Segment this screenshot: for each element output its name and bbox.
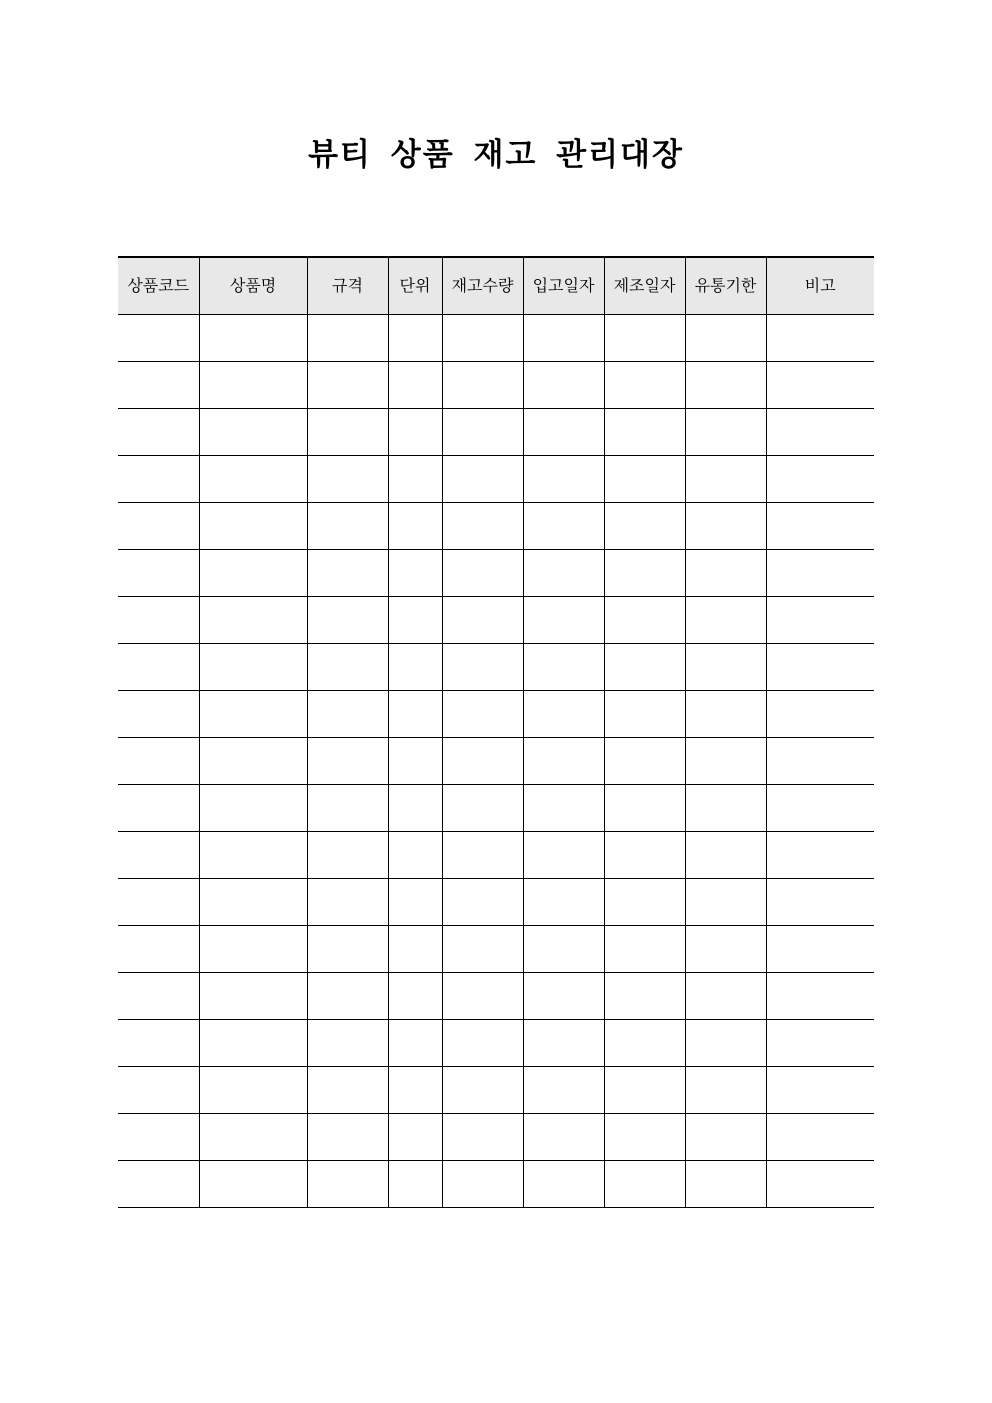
cell-received-date[interactable] bbox=[523, 1067, 604, 1114]
cell-unit[interactable] bbox=[388, 926, 442, 973]
cell-product-name[interactable] bbox=[199, 1161, 307, 1208]
cell-stock-qty[interactable] bbox=[442, 644, 523, 691]
cell-spec[interactable] bbox=[307, 832, 388, 879]
cell-product-code[interactable] bbox=[118, 550, 199, 597]
cell-stock-qty[interactable] bbox=[442, 409, 523, 456]
cell-stock-qty[interactable] bbox=[442, 597, 523, 644]
cell-expiry-date[interactable] bbox=[685, 550, 766, 597]
table-row bbox=[118, 785, 874, 832]
cell-stock-qty[interactable] bbox=[442, 785, 523, 832]
cell-remarks[interactable] bbox=[766, 503, 874, 550]
cell-product-name[interactable] bbox=[199, 550, 307, 597]
cell-expiry-date[interactable] bbox=[685, 315, 766, 362]
table-row bbox=[118, 1161, 874, 1208]
header-stock-qty: 재고수량 bbox=[442, 257, 523, 315]
cell-expiry-date[interactable] bbox=[685, 1067, 766, 1114]
cell-remarks[interactable] bbox=[766, 550, 874, 597]
cell-received-date[interactable] bbox=[523, 926, 604, 973]
cell-spec[interactable] bbox=[307, 644, 388, 691]
cell-manufacture-date[interactable] bbox=[604, 1020, 685, 1067]
cell-product-name[interactable] bbox=[199, 1067, 307, 1114]
cell-product-name[interactable] bbox=[199, 409, 307, 456]
cell-stock-qty[interactable] bbox=[442, 1114, 523, 1161]
cell-manufacture-date[interactable] bbox=[604, 1067, 685, 1114]
header-product-name: 상품명 bbox=[199, 257, 307, 315]
cell-received-date[interactable] bbox=[523, 550, 604, 597]
cell-manufacture-date[interactable] bbox=[604, 315, 685, 362]
cell-stock-qty[interactable] bbox=[442, 315, 523, 362]
cell-unit[interactable] bbox=[388, 644, 442, 691]
cell-manufacture-date[interactable] bbox=[604, 1114, 685, 1161]
cell-expiry-date[interactable] bbox=[685, 785, 766, 832]
cell-product-code[interactable] bbox=[118, 879, 199, 926]
table-row bbox=[118, 1114, 874, 1161]
cell-stock-qty[interactable] bbox=[442, 503, 523, 550]
table-row bbox=[118, 832, 874, 879]
cell-manufacture-date[interactable] bbox=[604, 409, 685, 456]
cell-spec[interactable] bbox=[307, 973, 388, 1020]
cell-manufacture-date[interactable] bbox=[604, 785, 685, 832]
cell-product-name[interactable] bbox=[199, 503, 307, 550]
cell-spec[interactable] bbox=[307, 879, 388, 926]
cell-unit[interactable] bbox=[388, 973, 442, 1020]
cell-remarks[interactable] bbox=[766, 315, 874, 362]
cell-spec[interactable] bbox=[307, 315, 388, 362]
header-unit: 단위 bbox=[388, 257, 442, 315]
cell-spec[interactable] bbox=[307, 597, 388, 644]
cell-product-name[interactable] bbox=[199, 738, 307, 785]
header-manufacture-date: 제조일자 bbox=[604, 257, 685, 315]
cell-product-code[interactable] bbox=[118, 315, 199, 362]
cell-spec[interactable] bbox=[307, 456, 388, 503]
header-product-code: 상품코드 bbox=[118, 257, 199, 315]
cell-manufacture-date[interactable] bbox=[604, 879, 685, 926]
cell-remarks[interactable] bbox=[766, 362, 874, 409]
cell-received-date[interactable] bbox=[523, 1020, 604, 1067]
table-row bbox=[118, 926, 874, 973]
cell-product-name[interactable] bbox=[199, 785, 307, 832]
cell-product-name[interactable] bbox=[199, 691, 307, 738]
cell-spec[interactable] bbox=[307, 738, 388, 785]
cell-expiry-date[interactable] bbox=[685, 1020, 766, 1067]
cell-stock-qty[interactable] bbox=[442, 456, 523, 503]
cell-spec[interactable] bbox=[307, 1020, 388, 1067]
cell-remarks[interactable] bbox=[766, 691, 874, 738]
cell-expiry-date[interactable] bbox=[685, 691, 766, 738]
cell-spec[interactable] bbox=[307, 362, 388, 409]
cell-remarks[interactable] bbox=[766, 738, 874, 785]
cell-received-date[interactable] bbox=[523, 315, 604, 362]
cell-spec[interactable] bbox=[307, 503, 388, 550]
cell-manufacture-date[interactable] bbox=[604, 926, 685, 973]
inventory-ledger-table bbox=[118, 256, 874, 1208]
cell-expiry-date[interactable] bbox=[685, 832, 766, 879]
table-header bbox=[118, 257, 874, 315]
page-title: 뷰티 상품 재고 관리대장 bbox=[308, 137, 684, 173]
header-remarks: 비고 bbox=[766, 257, 874, 315]
cell-remarks[interactable] bbox=[766, 1161, 874, 1208]
cell-expiry-date[interactable] bbox=[685, 973, 766, 1020]
table-row bbox=[118, 738, 874, 785]
cell-manufacture-date[interactable] bbox=[604, 644, 685, 691]
cell-remarks[interactable] bbox=[766, 926, 874, 973]
table-row bbox=[118, 691, 874, 738]
cell-product-name[interactable] bbox=[199, 362, 307, 409]
cell-manufacture-date[interactable] bbox=[604, 456, 685, 503]
cell-product-name[interactable] bbox=[199, 879, 307, 926]
cell-product-code[interactable] bbox=[118, 1067, 199, 1114]
cell-product-name[interactable] bbox=[199, 315, 307, 362]
cell-received-date[interactable] bbox=[523, 409, 604, 456]
cell-unit[interactable] bbox=[388, 456, 442, 503]
cell-received-date[interactable] bbox=[523, 785, 604, 832]
table-row bbox=[118, 456, 874, 503]
header-received-date: 입고일자 bbox=[523, 257, 604, 315]
cell-manufacture-date[interactable] bbox=[604, 738, 685, 785]
cell-expiry-date[interactable] bbox=[685, 597, 766, 644]
header-row bbox=[118, 257, 874, 315]
cell-received-date[interactable] bbox=[523, 1114, 604, 1161]
cell-remarks[interactable] bbox=[766, 973, 874, 1020]
cell-unit[interactable] bbox=[388, 1020, 442, 1067]
cell-spec[interactable] bbox=[307, 1161, 388, 1208]
cell-product-code[interactable] bbox=[118, 503, 199, 550]
cell-manufacture-date[interactable] bbox=[604, 1161, 685, 1208]
cell-unit[interactable] bbox=[388, 832, 442, 879]
cell-unit[interactable] bbox=[388, 503, 442, 550]
cell-product-code[interactable] bbox=[118, 691, 199, 738]
cell-expiry-date[interactable] bbox=[685, 738, 766, 785]
cell-manufacture-date[interactable] bbox=[604, 550, 685, 597]
table-body bbox=[118, 315, 874, 1208]
table-row bbox=[118, 409, 874, 456]
cell-received-date[interactable] bbox=[523, 1161, 604, 1208]
cell-spec[interactable] bbox=[307, 550, 388, 597]
cell-stock-qty[interactable] bbox=[442, 550, 523, 597]
cell-stock-qty[interactable] bbox=[442, 1020, 523, 1067]
cell-unit[interactable] bbox=[388, 1067, 442, 1114]
cell-stock-qty[interactable] bbox=[442, 1161, 523, 1208]
cell-remarks[interactable] bbox=[766, 409, 874, 456]
cell-stock-qty[interactable] bbox=[442, 362, 523, 409]
cell-product-name[interactable] bbox=[199, 926, 307, 973]
cell-manufacture-date[interactable] bbox=[604, 691, 685, 738]
table-row bbox=[118, 644, 874, 691]
cell-product-code[interactable] bbox=[118, 1161, 199, 1208]
cell-stock-qty[interactable] bbox=[442, 832, 523, 879]
cell-expiry-date[interactable] bbox=[685, 644, 766, 691]
cell-spec[interactable] bbox=[307, 409, 388, 456]
table-row bbox=[118, 973, 874, 1020]
cell-remarks[interactable] bbox=[766, 1067, 874, 1114]
cell-stock-qty[interactable] bbox=[442, 738, 523, 785]
cell-stock-qty[interactable] bbox=[442, 879, 523, 926]
cell-spec[interactable] bbox=[307, 1067, 388, 1114]
cell-unit[interactable] bbox=[388, 409, 442, 456]
table-row bbox=[118, 1020, 874, 1067]
cell-expiry-date[interactable] bbox=[685, 1114, 766, 1161]
cell-product-code[interactable] bbox=[118, 456, 199, 503]
cell-product-name[interactable] bbox=[199, 597, 307, 644]
cell-expiry-date[interactable] bbox=[685, 503, 766, 550]
cell-spec[interactable] bbox=[307, 691, 388, 738]
cell-manufacture-date[interactable] bbox=[604, 973, 685, 1020]
table-row bbox=[118, 879, 874, 926]
cell-spec[interactable] bbox=[307, 1114, 388, 1161]
cell-product-name[interactable] bbox=[199, 1114, 307, 1161]
cell-product-name[interactable] bbox=[199, 1020, 307, 1067]
cell-remarks[interactable] bbox=[766, 597, 874, 644]
cell-received-date[interactable] bbox=[523, 503, 604, 550]
cell-unit[interactable] bbox=[388, 785, 442, 832]
cell-remarks[interactable] bbox=[766, 879, 874, 926]
cell-remarks[interactable] bbox=[766, 1020, 874, 1067]
cell-product-code[interactable] bbox=[118, 597, 199, 644]
cell-expiry-date[interactable] bbox=[685, 926, 766, 973]
cell-unit[interactable] bbox=[388, 362, 442, 409]
cell-unit[interactable] bbox=[388, 691, 442, 738]
cell-product-code[interactable] bbox=[118, 1020, 199, 1067]
table-row bbox=[118, 597, 874, 644]
header-spec: 규격 bbox=[307, 257, 388, 315]
table-row bbox=[118, 550, 874, 597]
cell-received-date[interactable] bbox=[523, 879, 604, 926]
cell-remarks[interactable] bbox=[766, 456, 874, 503]
cell-expiry-date[interactable] bbox=[685, 456, 766, 503]
cell-received-date[interactable] bbox=[523, 362, 604, 409]
cell-product-code[interactable] bbox=[118, 1114, 199, 1161]
cell-spec[interactable] bbox=[307, 785, 388, 832]
cell-expiry-date[interactable] bbox=[685, 879, 766, 926]
cell-product-name[interactable] bbox=[199, 832, 307, 879]
cell-stock-qty[interactable] bbox=[442, 1067, 523, 1114]
cell-expiry-date[interactable] bbox=[685, 1161, 766, 1208]
cell-product-code[interactable] bbox=[118, 738, 199, 785]
table-row bbox=[118, 362, 874, 409]
cell-unit[interactable] bbox=[388, 597, 442, 644]
cell-unit[interactable] bbox=[388, 315, 442, 362]
table-row bbox=[118, 1067, 874, 1114]
table-row bbox=[118, 315, 874, 362]
cell-stock-qty[interactable] bbox=[442, 691, 523, 738]
cell-unit[interactable] bbox=[388, 738, 442, 785]
cell-stock-qty[interactable] bbox=[442, 926, 523, 973]
cell-product-code[interactable] bbox=[118, 409, 199, 456]
cell-unit[interactable] bbox=[388, 1114, 442, 1161]
cell-expiry-date[interactable] bbox=[685, 362, 766, 409]
cell-expiry-date[interactable] bbox=[685, 409, 766, 456]
cell-product-name[interactable] bbox=[199, 644, 307, 691]
cell-manufacture-date[interactable] bbox=[604, 503, 685, 550]
cell-received-date[interactable] bbox=[523, 597, 604, 644]
cell-remarks[interactable] bbox=[766, 1114, 874, 1161]
cell-unit[interactable] bbox=[388, 550, 442, 597]
cell-product-code[interactable] bbox=[118, 362, 199, 409]
header-expiry-date: 유통기한 bbox=[685, 257, 766, 315]
cell-received-date[interactable] bbox=[523, 832, 604, 879]
cell-product-code[interactable] bbox=[118, 832, 199, 879]
cell-received-date[interactable] bbox=[523, 691, 604, 738]
cell-product-code[interactable] bbox=[118, 973, 199, 1020]
cell-spec[interactable] bbox=[307, 926, 388, 973]
cell-manufacture-date[interactable] bbox=[604, 362, 685, 409]
cell-received-date[interactable] bbox=[523, 456, 604, 503]
cell-remarks[interactable] bbox=[766, 644, 874, 691]
cell-product-code[interactable] bbox=[118, 926, 199, 973]
cell-unit[interactable] bbox=[388, 1161, 442, 1208]
cell-remarks[interactable] bbox=[766, 785, 874, 832]
cell-unit[interactable] bbox=[388, 879, 442, 926]
cell-received-date[interactable] bbox=[523, 644, 604, 691]
cell-manufacture-date[interactable] bbox=[604, 597, 685, 644]
cell-stock-qty[interactable] bbox=[442, 973, 523, 1020]
cell-product-name[interactable] bbox=[199, 973, 307, 1020]
cell-received-date[interactable] bbox=[523, 738, 604, 785]
cell-manufacture-date[interactable] bbox=[604, 832, 685, 879]
cell-product-code[interactable] bbox=[118, 644, 199, 691]
cell-product-code[interactable] bbox=[118, 785, 199, 832]
cell-product-name[interactable] bbox=[199, 456, 307, 503]
table-row bbox=[118, 503, 874, 550]
cell-remarks[interactable] bbox=[766, 832, 874, 879]
cell-received-date[interactable] bbox=[523, 973, 604, 1020]
